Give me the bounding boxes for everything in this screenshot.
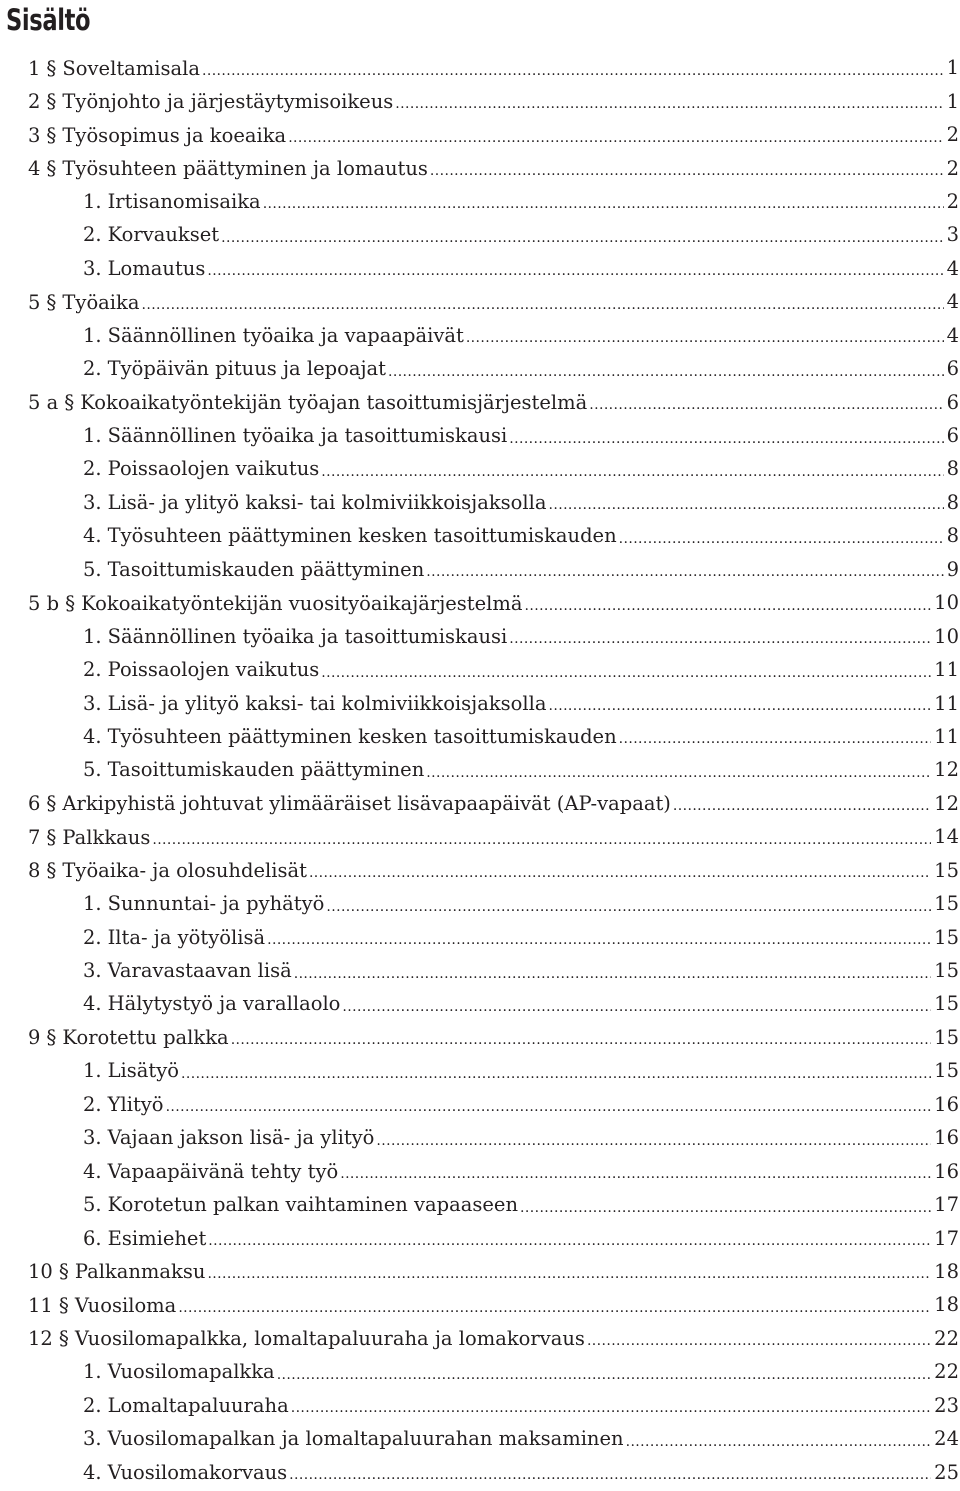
dot-leader [342,994,931,1014]
toc-entry-label [83,357,386,380]
toc-page-number: 15 [934,992,959,1016]
toc-section-entry[interactable] [28,820,959,853]
toc-subsection-entry[interactable] [28,1422,959,1455]
toc-entry-title: Hälytystyö ja varallaolo [107,992,341,1016]
toc-entry-number: 3. [83,959,102,983]
toc-entry-title: Poissaolojen vaikutus [107,658,320,682]
toc-page-number: 15 [934,1059,959,1083]
dot-leader [395,91,943,111]
toc-section-entry[interactable] [28,51,959,84]
toc-entry-number: 1. [83,1360,102,1384]
toc-entry-label [83,758,424,781]
toc-section-entry[interactable] [28,151,959,184]
section-sign: § [46,1025,57,1050]
toc-entry-title: Korotetun palkan vaihtaminen vapaaseen [107,1193,519,1217]
toc-subsection-entry[interactable] [28,1389,959,1422]
dot-leader [619,726,932,746]
toc-entry-label [83,1427,624,1450]
toc-entry-number: 2. [83,1393,102,1417]
section-sign: § [58,1259,69,1284]
toc-entry-number: 1. [83,189,102,213]
toc-entry-title: Lisä- ja ylityö kaksi- tai kolmiviikkoisjaksolla [107,490,547,514]
toc-entry-label [83,1160,338,1183]
toc-entry-title: Poissaolojen vaikutus [107,457,320,481]
toc-entry-number: 3. [83,256,102,280]
toc-page-number: 2 [946,189,959,213]
toc-page-number: 2 [946,123,959,147]
toc-entry-number: 6 [28,792,41,816]
toc-page-number: 23 [934,1393,959,1417]
toc-page-number: 1 [946,89,959,113]
toc-subsection-entry[interactable] [28,954,959,987]
toc-entry-label [83,992,340,1015]
toc-entry-number: 5 b [28,591,60,615]
toc-subsection-entry[interactable] [28,1154,959,1187]
toc-page-number: 8 [946,524,959,548]
dot-leader [181,1061,931,1081]
toc-entry-number: 11 [28,1293,53,1317]
toc-entry-label [28,290,140,314]
toc-page-number: 22 [934,1326,959,1350]
toc-entry-label [28,56,200,80]
toc-entry-number: 5. [83,758,102,782]
dot-leader [589,392,943,412]
toc-entry-label [83,692,547,715]
toc-subsection-entry[interactable] [28,218,959,251]
toc-entry-number: 3. [83,691,102,715]
toc-entry-number: 2 [28,90,41,114]
toc-entry-title: Soveltamisala [62,56,200,80]
dot-leader [142,292,944,312]
toc-entry-title: Työsopimus ja koeaika [62,123,287,147]
toc-subsection-entry[interactable] [28,519,959,552]
toc-entry-title: Työsuhteen päättyminen kesken tasoittumiskauden [107,724,617,748]
toc-entry-title: Varavastaavan lisä [107,959,292,983]
toc-entry-title: Palkanmaksu [74,1260,206,1284]
dot-leader [207,1261,931,1281]
toc-subsection-entry[interactable] [28,1188,959,1221]
toc-entry-label [28,156,428,180]
section-sign: § [64,390,75,415]
toc-entry-title: Lisätyö [107,1059,180,1083]
dot-leader [426,559,943,579]
toc-entry-label [83,725,617,748]
toc-page-number: 1 [946,56,959,80]
toc-entry-title: Lisä- ja ylityö kaksi- tai kolmiviikkoisjaksolla [107,691,547,715]
toc-subsection-entry[interactable] [28,653,959,686]
toc-entry-label [83,658,319,681]
toc-entry-number: 5. [83,1193,102,1217]
toc-page-number: 4 [946,290,959,314]
section-sign: § [46,156,57,181]
toc-subsection-entry[interactable] [28,1121,959,1154]
toc-entry-label [83,190,261,213]
toc-subsection-entry[interactable] [28,686,959,719]
toc-section-entry[interactable] [28,84,959,117]
toc-entry-title: Työsuhteen päättyminen ja lomautus [62,157,428,181]
dot-leader [326,894,931,914]
toc-entry-title: Vuosilomapalkan ja lomaltapaluurahan maksaminen [107,1427,624,1451]
toc-entry-title: Irtisanomisaika [107,189,261,213]
toc-entry-title: Kokoaikatyöntekijän työajan tasoittumisjärjestelmä [80,391,588,415]
dot-leader [166,1094,932,1114]
toc-entry-title: Säännöllinen työaika ja vapaapäivät [107,323,464,347]
toc-page-number: 2 [946,156,959,180]
toc-section-entry[interactable] [28,1255,959,1288]
dot-leader [202,58,944,78]
toc-entry-label [28,591,523,615]
toc-page-number: 15 [934,959,959,983]
toc-entry-number: 5 [28,290,41,314]
dot-leader [208,1228,931,1248]
toc-subsection-entry[interactable] [28,887,959,920]
toc-section-entry[interactable] [28,285,959,318]
toc-entry-title: Tasoittumiskauden päättyminen [107,557,425,581]
toc-page-number: 12 [934,758,959,782]
toc-entry-label [83,1360,275,1383]
toc-section-entry[interactable] [28,1288,959,1321]
toc-subsection-entry[interactable] [28,720,959,753]
toc-subsection-entry[interactable] [28,352,959,385]
toc-subsection-entry[interactable] [28,619,959,652]
toc-entry-title: Esimiehet [107,1226,207,1250]
dot-leader [509,626,931,646]
toc-subsection-entry[interactable] [28,1355,959,1388]
dot-leader [509,426,943,446]
toc-section-entry[interactable] [28,1021,959,1054]
toc-entry-label [83,1126,374,1149]
toc-entry-label [83,524,617,547]
toc-subsection-entry[interactable] [28,252,959,285]
dot-leader [520,1195,931,1215]
toc-entry-label [83,892,324,915]
toc-subsection-entry[interactable] [28,486,959,519]
toc-entry-number: 7 [28,825,41,849]
dot-leader [178,1295,931,1315]
toc-entry-label [83,457,319,480]
toc-entry-label [83,223,219,246]
toc-page-number: 8 [946,457,959,481]
toc-entry-number: 10 [28,1260,53,1284]
toc-entry-number: 3 [28,123,41,147]
dot-leader [294,961,931,981]
toc-entry-label [83,1394,289,1417]
toc-page-number: 12 [934,791,959,815]
toc-entry-number: 2. [83,457,102,481]
toc-page-number: 22 [934,1360,959,1384]
dot-leader [376,1128,931,1148]
dot-leader [321,459,943,479]
dot-leader [267,927,931,947]
dot-leader [321,660,931,680]
toc-entry-title: Vuosiloma [74,1293,177,1317]
dot-leader [309,860,931,880]
dot-leader [291,1395,931,1415]
page-title: Sisältö [6,3,91,37]
toc-entry-label [83,257,205,280]
dot-leader [673,793,931,813]
toc-entry-title: Työnjohto ja järjestäytymisoikeus [62,90,394,114]
dot-leader [277,1362,931,1382]
toc-entry-title: Palkkaus [62,825,151,849]
toc-page-number: 17 [934,1226,959,1250]
toc-entry-number: 4 [28,157,41,181]
toc-entry-label [83,959,292,982]
toc-entry-label [83,424,507,447]
toc-entry-title: Ylityö [107,1092,164,1116]
toc-entry-label [28,1293,176,1317]
section-sign: § [46,858,57,883]
toc-entry-label [83,558,424,581]
toc-entry-label [28,1259,205,1283]
toc-entry-title: Tasoittumiskauden päättyminen [107,758,425,782]
toc-entry-title: Säännöllinen työaika ja tasoittumiskausi [107,424,508,448]
toc-section-entry[interactable] [28,854,959,887]
dot-leader [430,158,944,178]
toc-entry-label [83,324,464,347]
toc-entry-title: Työsuhteen päättyminen kesken tasoittumiskauden [107,524,617,548]
toc-entry-title: Vuosilomakorvaus [107,1460,288,1484]
toc-entry-number: 8 [28,859,41,883]
toc-entry-label [28,1326,585,1350]
toc-page-number: 6 [946,424,959,448]
toc-entry-title: Työaika [62,290,140,314]
dot-leader [388,359,944,379]
section-sign: § [58,1292,69,1317]
dot-leader [289,1462,931,1482]
toc-entry-title: Vuosilomapalkka, lomaltapaluuraha ja lomakorvaus [74,1327,585,1351]
toc-page-number: 11 [934,724,959,748]
toc-page-number: 4 [946,256,959,280]
toc-entry-number: 2. [83,223,102,247]
toc-subsection-entry[interactable] [28,419,959,452]
toc-page-number: 11 [934,658,959,682]
dot-leader [549,492,944,512]
dot-leader [263,191,944,211]
toc-entry-number: 2. [83,1092,102,1116]
toc-entry-title: Vajaan jakson lisä- ja ylityö [107,1126,375,1150]
toc-entry-number: 3. [83,1427,102,1451]
toc-entry-number: 1. [83,424,102,448]
section-sign: § [46,289,57,314]
toc-page-number: 16 [934,1159,959,1183]
section-sign: § [46,89,57,114]
toc-subsection-entry[interactable] [28,553,959,586]
toc-entry-number: 4. [83,724,102,748]
toc-entry-label [83,1059,179,1082]
toc-entry-number: 2. [83,357,102,381]
toc-page-number: 16 [934,1126,959,1150]
toc-entry-title: Sunnuntai- ja pyhätyö [107,892,325,916]
toc-entry-label [28,791,671,815]
toc-entry-number: 4. [83,1159,102,1183]
section-sign: § [46,824,57,849]
toc-entry-number: 12 [28,1327,53,1351]
toc-entry-number: 5. [83,557,102,581]
dot-leader [288,125,943,145]
toc-entry-title: Vapaapäivänä tehty työ [107,1159,339,1183]
toc-entry-number: 5 a [28,391,59,415]
section-sign: § [65,590,76,615]
toc-entry-number: 1. [83,892,102,916]
toc-section-entry[interactable] [28,586,959,619]
toc-page-number: 18 [934,1259,959,1283]
toc-section-entry[interactable] [28,787,959,820]
dot-leader [626,1429,932,1449]
toc-section-entry[interactable] [28,1322,959,1355]
dot-leader [152,827,931,847]
section-sign: § [46,791,57,816]
dot-leader [231,1027,931,1047]
toc-page-number: 18 [934,1293,959,1317]
toc-subsection-entry[interactable] [28,987,959,1020]
toc-subsection-entry[interactable] [28,920,959,953]
toc-page-number: 15 [934,892,959,916]
toc-subsection-entry[interactable] [28,185,959,218]
toc-page-number: 17 [934,1193,959,1217]
toc-subsection-entry[interactable] [28,753,959,786]
toc-entry-label [28,123,286,147]
toc-entry-title: Työpäivän pituus ja lepoajat [107,357,386,381]
toc-page-number: 6 [946,390,959,414]
toc-subsection-entry[interactable] [28,1221,959,1254]
dot-leader [525,593,932,613]
toc-page-number: 16 [934,1092,959,1116]
dot-leader [619,526,944,546]
toc-entry-number: 4. [83,1460,102,1484]
toc-entry-title: Korvaukset [107,223,220,247]
toc-entry-title: Kokoaikatyöntekijän vuosityöaikajärjestelmä [81,591,523,615]
toc-entry-number: 1. [83,1059,102,1083]
toc-entry-number: 1. [83,323,102,347]
toc-entry-title: Lomautus [107,256,206,280]
table-of-contents [28,51,959,1489]
toc-subsection-entry[interactable] [28,1455,959,1488]
toc-entry-number: 3. [83,490,102,514]
toc-entry-label [83,926,265,949]
toc-entry-label [28,89,393,113]
toc-page-number: 10 [934,591,959,615]
toc-page-number: 4 [946,323,959,347]
toc-entry-label [83,625,507,648]
toc-subsection-entry[interactable] [28,1088,959,1121]
toc-page-number: 14 [934,825,959,849]
toc-entry-title: Säännöllinen työaika ja tasoittumiskausi [107,624,508,648]
toc-entry-label [28,390,587,414]
toc-entry-title: Työaika- ja olosuhdelisät [62,859,307,883]
section-sign: § [46,55,57,80]
toc-page-number: 25 [934,1460,959,1484]
toc-entry-number: 3. [83,1126,102,1150]
toc-entry-number: 4. [83,992,102,1016]
toc-page-number: 10 [934,624,959,648]
toc-page-number: 6 [946,357,959,381]
dot-leader [426,760,931,780]
toc-entry-number: 6. [83,1226,102,1250]
dot-leader [221,225,943,245]
toc-page-number: 11 [934,691,959,715]
toc-page-number: 8 [946,490,959,514]
toc-subsection-entry[interactable] [28,1054,959,1087]
toc-page-number: 24 [934,1427,959,1451]
dot-leader [549,693,932,713]
toc-entry-number: 2. [83,658,102,682]
toc-page-number: 3 [946,223,959,247]
toc-entry-label [28,1025,229,1049]
dot-leader [587,1328,931,1348]
toc-entry-label [28,858,307,882]
toc-entry-title: Lomaltapaluuraha [107,1393,289,1417]
toc-entry-number: 9 [28,1026,41,1050]
section-sign: § [46,122,57,147]
toc-entry-title: Korotettu palkka [62,1026,229,1050]
toc-entry-number: 2. [83,925,102,949]
dot-leader [207,258,943,278]
toc-page-number: 9 [946,557,959,581]
toc-entry-label [83,1093,164,1116]
dot-leader [466,325,944,345]
toc-page-number: 15 [934,925,959,949]
toc-entry-label [28,825,150,849]
toc-entry-title: Ilta- ja yötyölisä [107,925,266,949]
toc-entry-number: 1. [83,624,102,648]
toc-entry-title: Arkipyhistä johtuvat ylimääräiset lisävapaapäivät (AP-vapaat) [62,792,671,816]
toc-subsection-entry[interactable] [28,452,959,485]
section-sign: § [58,1326,69,1351]
toc-entry-label [83,491,547,514]
dot-leader [340,1161,931,1181]
toc-page-number: 15 [934,1025,959,1049]
toc-entry-label [83,1193,518,1216]
toc-section-entry[interactable] [28,118,959,151]
toc-entry-number: 4. [83,524,102,548]
toc-entry-label [83,1461,287,1484]
toc-entry-number: 1 [28,56,41,80]
toc-entry-title: Vuosilomapalkka [107,1360,275,1384]
toc-section-entry[interactable] [28,385,959,418]
toc-entry-label [83,1227,206,1250]
toc-page-number: 15 [934,858,959,882]
toc-subsection-entry[interactable] [28,319,959,352]
